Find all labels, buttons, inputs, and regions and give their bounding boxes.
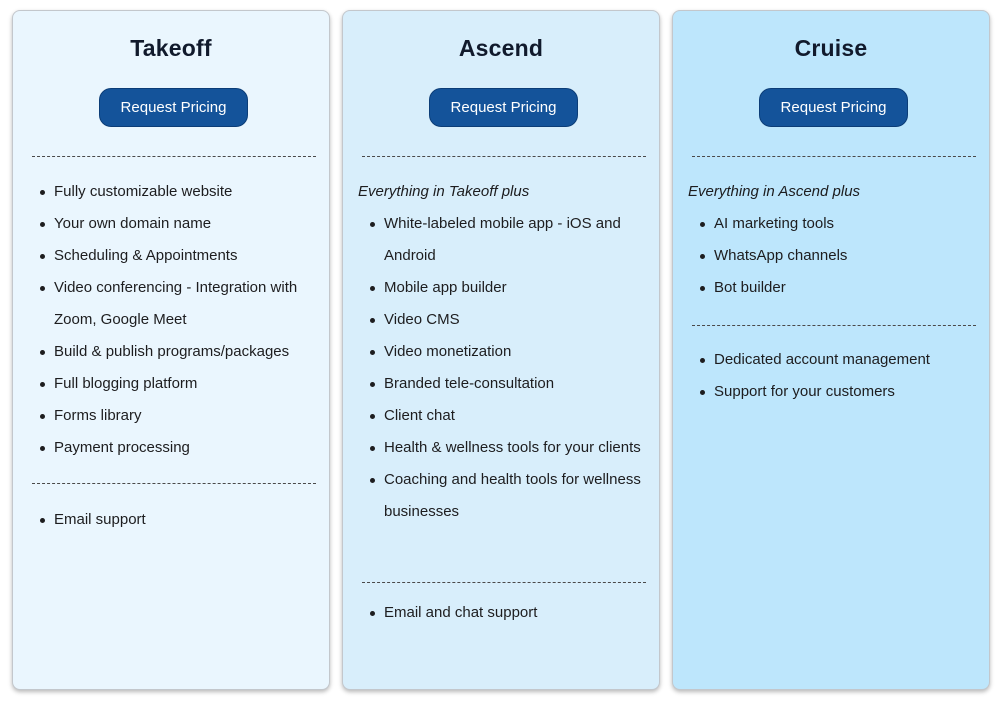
divider xyxy=(692,156,976,157)
feature-item: Forms library xyxy=(40,400,330,432)
divider xyxy=(362,582,646,583)
feature-item: Video monetization xyxy=(370,336,645,368)
divider xyxy=(362,156,646,157)
feature-item: Your own domain name xyxy=(40,208,330,240)
plan-title: Ascend xyxy=(458,35,544,61)
plan-intro: Everything in Ascend plus xyxy=(688,183,861,200)
request-pricing-button[interactable]: Request Pricing xyxy=(99,88,248,127)
feature-item: Video conferencing - Integration with Zoom, Google Meet xyxy=(40,272,330,336)
plan-title: Cruise xyxy=(794,35,868,61)
divider xyxy=(692,325,976,326)
feature-item: Branded tele-consultation xyxy=(370,368,645,400)
support-item: Dedicated account management xyxy=(700,344,980,376)
feature-list xyxy=(40,176,330,464)
support-item: Email and chat support xyxy=(370,597,645,629)
divider xyxy=(32,483,316,484)
feature-item: Coaching and health tools for wellness businesses xyxy=(370,464,645,528)
support-list xyxy=(700,344,980,408)
plan-card-takeoff xyxy=(12,10,330,690)
plan-card-cruise xyxy=(672,10,990,690)
feature-item: Fully customizable website xyxy=(40,176,330,208)
divider xyxy=(32,156,316,157)
request-pricing-button[interactable]: Request Pricing xyxy=(429,88,578,127)
feature-item: White-labeled mobile app - iOS and Android xyxy=(370,208,645,272)
feature-list xyxy=(700,208,980,304)
feature-item: Payment processing xyxy=(40,432,330,464)
feature-item: Health & wellness tools for your clients xyxy=(370,432,645,464)
plan-card-ascend xyxy=(342,10,660,690)
plan-title: Takeoff xyxy=(130,35,212,61)
feature-item: Full blogging platform xyxy=(40,368,330,400)
feature-item: Client chat xyxy=(370,400,645,432)
feature-item: Scheduling & Appointments xyxy=(40,240,330,272)
feature-item: Video CMS xyxy=(370,304,645,336)
support-list xyxy=(370,597,645,629)
feature-item: WhatsApp channels xyxy=(700,240,980,272)
feature-item: Bot builder xyxy=(700,272,980,304)
feature-item: Build & publish programs/packages xyxy=(40,336,330,368)
support-item: Support for your customers xyxy=(700,376,980,408)
plan-intro: Everything in Takeoff plus xyxy=(358,183,530,200)
support-list xyxy=(40,504,330,536)
feature-item: AI marketing tools xyxy=(700,208,980,240)
request-pricing-button[interactable]: Request Pricing xyxy=(759,88,908,127)
feature-item: Mobile app builder xyxy=(370,272,645,304)
support-item: Email support xyxy=(40,504,330,536)
feature-list xyxy=(370,208,645,528)
